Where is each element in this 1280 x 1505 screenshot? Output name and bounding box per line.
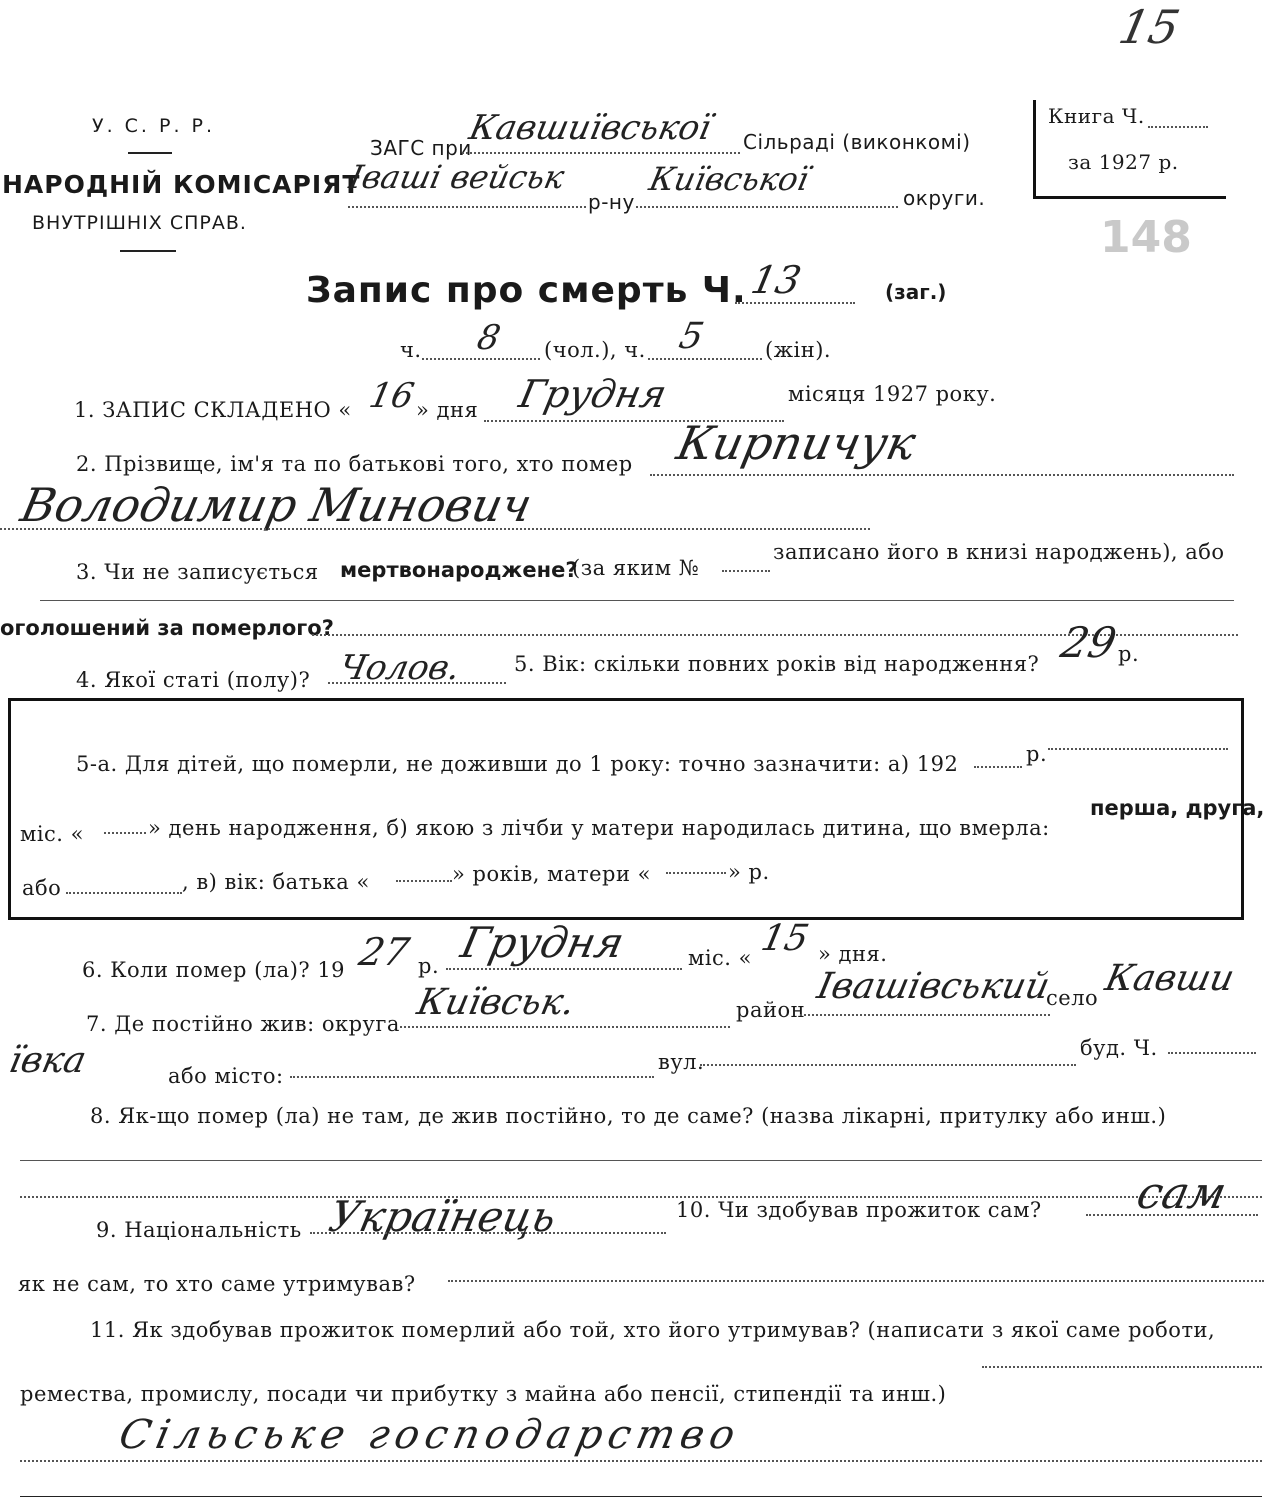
field3-label: 3. Чи не записується (76, 560, 319, 584)
field5-age-handwritten: 29 (1056, 618, 1121, 667)
district-handwritten: Іваші вейськ (345, 158, 568, 196)
field6-r-label: р. (418, 954, 440, 978)
field4-label: 4. Якої статі (полу)? (76, 668, 311, 692)
field6-day-handwritten: 15 (757, 918, 813, 959)
corner-number: 15 (1114, 0, 1185, 54)
field11-line1: 11. Як здобував прожиток померлий або той, хто його утримував? (написати з якої саме роботи, (90, 1318, 1216, 1342)
field5-age-label: 5. Вік: скільки повних років від народження? (514, 652, 1040, 676)
field1-mid: » дня (416, 398, 479, 422)
female-label: (жін). (765, 338, 832, 362)
field3-stillborn: мертвонароджене? (340, 558, 578, 582)
field9-nationality-handwritten: Українець (324, 1192, 561, 1241)
field3-label2: (за яким № (572, 556, 700, 580)
field5a-line2-bold: перша, друга, (1090, 796, 1265, 820)
corner-stamp: 148 (1100, 212, 1192, 263)
field5a-line3-mid: , в) вік: батька « (182, 870, 370, 894)
field1-label: 1. ЗАПИС СКЛАДЕНО « (74, 398, 352, 422)
field5a-line3-mid2: » років, матери « (452, 862, 651, 886)
field1-end: місяця 1927 року. (788, 382, 997, 406)
field11-answer-handwritten: Сільське господарство (115, 1412, 746, 1458)
okruha-handwritten: Київської (645, 160, 813, 198)
male-count-handwritten: 8 (473, 318, 504, 358)
page-title: Запис про смерть Ч. (306, 270, 747, 311)
field10-cont-label: як не сам, то хто саме утримував? (18, 1272, 416, 1296)
field9-label: 9. Національність (96, 1218, 302, 1242)
title-suffix: (заг.) (885, 280, 947, 304)
field5-age-unit: р. (1118, 642, 1140, 666)
field6-mis-label: міс. « (688, 946, 753, 970)
field8-label: 8. Як-що помер (ла) не там, де жив постійно, то де саме? (назва лікарні, притулку або инш.) (90, 1104, 1167, 1128)
book-label: Книга Ч. (1048, 104, 1145, 128)
field7-label: 7. Де постійно жив: округа (86, 1012, 400, 1036)
field1-day-handwritten: 16 (365, 376, 418, 416)
field5a-line1: 5-а. Для дітей, що померли, не доживши до 1 року: точно зазначити: а) 192 (76, 752, 959, 776)
zags-label: ЗАГС при (370, 136, 472, 160)
field7-selo-handwritten: Кавши (1101, 958, 1238, 999)
field7-misto-label: або місто: (168, 1064, 284, 1088)
field7-selo-cont-handwritten: ївка (5, 1040, 90, 1081)
field11-line2: ремества, промислу, посади чи прибутку з майна або пенсії, стипендії та инш.) (20, 1382, 947, 1406)
district-label: р-ну (588, 190, 635, 214)
field3-declared-dead: оголошений за померлого? (0, 616, 334, 640)
council-label: Сільраді (виконкомі) (743, 130, 971, 154)
field5a-line2-mid: » день народження, б) якою з лічби у матери народилась дитина, що вмерла: (148, 816, 1050, 840)
header-divider (128, 152, 172, 154)
field1-month-handwritten: Грудня (515, 372, 671, 416)
field6-month-handwritten: Грудня (456, 918, 629, 967)
commissariat-label: НАРОДНІЙ КОМІСАРІЯТ (2, 170, 361, 199)
field10-handwritten: сам (1132, 1168, 1231, 1219)
male-label: (чол.), ч. (544, 338, 646, 362)
field2-surname-handwritten: Кирпичук (672, 416, 921, 470)
department-label: ВНУТРІШНІХ СПРАВ. (32, 212, 247, 234)
field7-vul-label: вул. (658, 1050, 705, 1074)
male-prefix: ч. (400, 338, 422, 362)
field10-label: 10. Чи здобував прожиток сам? (676, 1198, 1042, 1222)
header-divider (120, 250, 176, 252)
record-number-handwritten: 13 (747, 258, 806, 302)
field4-sex-handwritten: Чолов. (335, 648, 464, 688)
book-year-label: за 1927 р. (1068, 150, 1179, 174)
field5a-line3-end: » р. (728, 860, 770, 884)
field7-rayon-label: район (736, 998, 806, 1022)
field7-okruha-handwritten: Київськ. (413, 982, 579, 1023)
field2-label: 2. Прізвище, ім'я та по батькові того, хто помер (76, 452, 633, 476)
female-count-handwritten: 5 (675, 316, 708, 357)
field5a-line2-start: міс. « (20, 822, 85, 846)
state-label: У. С. Р. Р. (92, 115, 216, 137)
field2-name-handwritten: Володимир Минович (16, 478, 537, 532)
field7-rayon-handwritten: Івашівський (813, 966, 1054, 1007)
field3-label3: записано його в книзі народжень), або (773, 540, 1225, 564)
field5a-line3-start: або (22, 876, 62, 900)
field6-end: » дня. (818, 942, 888, 966)
field5a-line1-end: р. (1026, 742, 1048, 766)
field7-selo-label: село (1046, 986, 1099, 1010)
okruha-label: округи. (903, 186, 986, 210)
field6-label: 6. Коли помер (ла)? 19 (82, 958, 346, 982)
field7-bud-label: буд. Ч. (1080, 1036, 1158, 1060)
field6-year-handwritten: 27 (355, 930, 414, 974)
village-handwritten: Кавшиївської (465, 108, 715, 148)
